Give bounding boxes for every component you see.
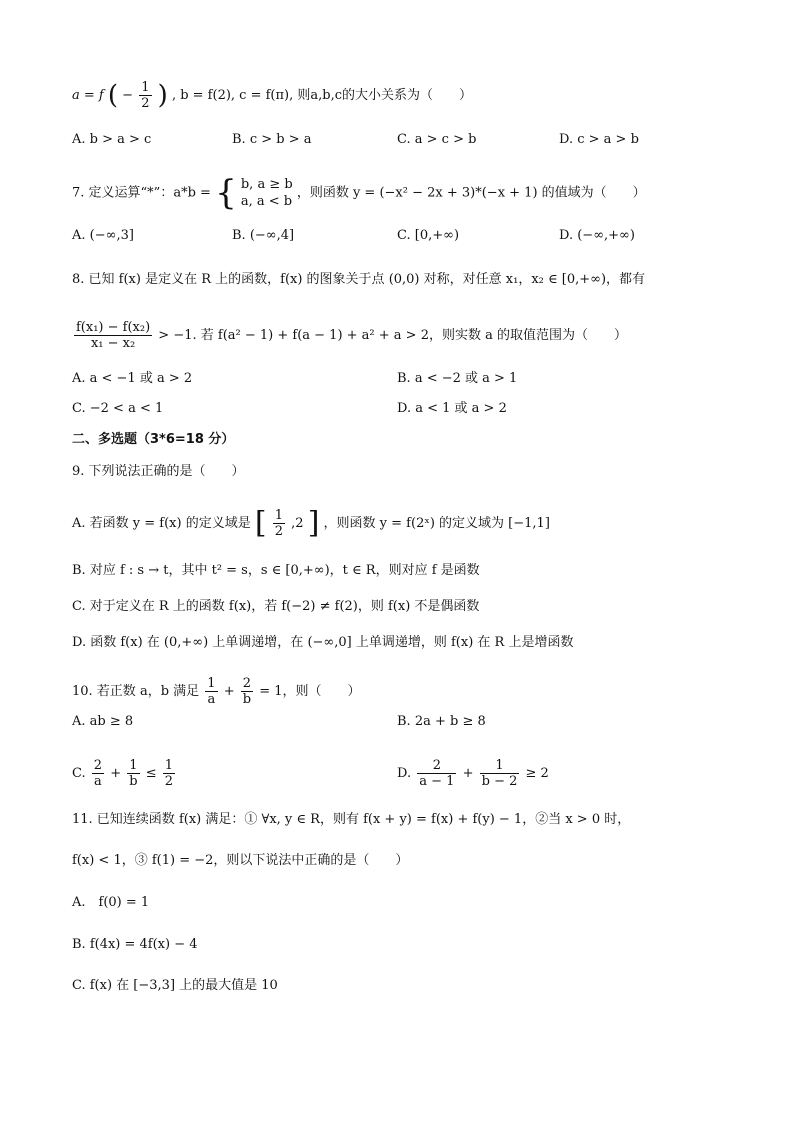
q10-d-label: D. <box>397 766 412 781</box>
q10-frac-1-den: a <box>207 692 216 707</box>
q10-d-frac-2 <box>480 758 520 789</box>
q10-c-label: C. <box>72 766 86 781</box>
q9-a-fraction <box>273 508 285 539</box>
q6-frac-den: 2 <box>141 96 150 111</box>
q7-option-a[interactable]: A. (−∞,3] <box>72 228 134 243</box>
q10-c-frac-2 <box>127 758 139 789</box>
q6-option-b[interactable]: B. c > b > a <box>232 132 312 147</box>
q9-a-frac-num: 1 <box>274 508 283 523</box>
q6-a-expr: a = f <box>72 88 104 103</box>
q10-option-c[interactable] <box>72 758 177 789</box>
q6-rest: , b = f(2), c = f(π), 则a,b,c的大小关系为（ ） <box>171 88 472 103</box>
q10-d-frac-1-den: a − 1 <box>419 774 455 789</box>
q11-option-c[interactable]: C. f(x) 在 [−3,3] 上的最大值是 10 <box>72 978 278 993</box>
q10-c-frac-3-num: 1 <box>164 758 174 773</box>
bracket-left: [ <box>254 505 267 541</box>
q6-fraction <box>139 80 151 111</box>
q11-option-a[interactable]: A. f(0) = 1 <box>72 895 150 910</box>
q7-option-d[interactable]: D. (−∞,+∞) <box>559 228 635 243</box>
q7-case-1: b, a ≥ b <box>240 177 293 192</box>
q10-stem-pre: 10. 若正数 a，b 满足 <box>72 684 200 699</box>
q7-case-2: a, a < b <box>240 194 293 209</box>
q10-d-frac-1-num: 2 <box>417 758 456 774</box>
q9-a-post: ，则函数 y = f(2ˣ) 的定义域为 [−1,1] <box>323 516 550 531</box>
q10-d-frac-2-num: 1 <box>480 758 520 774</box>
q8-stem-rest: > −1. 若 f(a² − 1) + f(a − 1) + a² + a > 2，则实数 a 的取值范围为（ ） <box>158 328 627 343</box>
q7-stem-pre: 7. 定义运算“*”：a*b = <box>72 185 211 201</box>
q11-stem-line2: f(x) < 1，③ f(1) = −2，则以下说法中正确的是（ ） <box>72 853 409 868</box>
q7-stem-post: ，则函数 y = (−x² − 2x + 3)*(−x + 1) 的值域为（ ） <box>296 185 646 201</box>
q10-c-frac-3-den: 2 <box>164 774 174 789</box>
section-heading: 二、多选题（3*6=18 分） <box>72 432 235 447</box>
paren-right: ) <box>157 80 168 111</box>
q10-option-a[interactable]: A. ab ≥ 8 <box>72 714 134 729</box>
q10-frac-1 <box>205 676 217 707</box>
plus-sign: + <box>110 766 122 781</box>
q11-stem-line1: 11. 已知连续函数 f(x) 满足：① ∀x, y ∈ R，则有 f(x + y) = f(x) + f(y) − 1，②当 x > 0 时， <box>72 812 631 827</box>
q8-stem-line1: 8. 已知 f(x) 是定义在 R 上的函数，f(x) 的图象关于点 (0,0) 对称，对任意 x₁，x₂ ∈ [0,+∞)，都有 <box>72 272 646 287</box>
q10-stem <box>72 676 361 707</box>
q9-option-c[interactable]: C. 对于定义在 R 上的函数 f(x)，若 f(−2) ≠ f(2)，则 f(x) 不是偶函数 <box>72 599 480 614</box>
q10-d-frac-1 <box>417 758 456 789</box>
q9-a-frac-den: 2 <box>274 524 283 539</box>
q6-frac-num: 1 <box>141 80 150 95</box>
q7-option-c[interactable]: C. [0,+∞) <box>397 228 460 243</box>
q8-fraction <box>74 320 152 351</box>
q6-option-c[interactable]: C. a > c > b <box>397 132 477 147</box>
q10-frac-1-num: 1 <box>207 676 216 691</box>
q10-c-frac-3 <box>163 758 175 789</box>
q10-frac-2-den: b <box>242 692 252 707</box>
q10-c-frac-1-num: 2 <box>93 758 103 773</box>
q9-option-b[interactable]: B. 对应 f : s → t，其中 t² = s，s ∈ [0,+∞)，t ∈ R，则对应 f 是函数 <box>72 563 480 578</box>
q10-c-frac-1-den: a <box>94 774 102 789</box>
q11-option-b[interactable]: B. f(4x) = 4f(x) − 4 <box>72 937 198 952</box>
q8-stem-line2 <box>72 320 627 351</box>
q8-frac-den: x₁ − x₂ <box>90 336 136 351</box>
plus-sign: + <box>223 684 235 699</box>
q10-frac-2-num: 2 <box>241 676 253 692</box>
ge-sign: ≥ 2 <box>525 766 549 781</box>
plus-sign: + <box>462 766 474 781</box>
q10-stem-post: = 1，则（ ） <box>259 684 361 699</box>
q8-option-b[interactable]: B. a < −2 或 a > 1 <box>397 371 518 386</box>
q8-option-c[interactable]: C. −2 < a < 1 <box>72 401 164 416</box>
q6-neg-sign: − <box>122 88 134 103</box>
q8-option-d[interactable]: D. a < 1 或 a > 2 <box>397 401 507 416</box>
q9-option-d[interactable]: D. 函数 f(x) 在 (0,+∞) 上单调递增，在 (−∞,0] 上单调递增，则 f(x) 在 R 上是增函数 <box>72 635 574 650</box>
q9-a-mid: ,2 <box>291 516 304 531</box>
q10-d-frac-2-den: b − 2 <box>481 774 518 789</box>
q6-option-d[interactable]: D. c > a > b <box>559 132 639 147</box>
q9-stem: 9. 下列说法正确的是（ ） <box>72 464 245 479</box>
bracket-right: ] <box>307 505 320 541</box>
q8-frac-num: f(x₁) − f(x₂) <box>76 320 151 335</box>
q10-option-b[interactable]: B. 2a + b ≥ 8 <box>397 714 486 729</box>
paren-left: ( <box>107 80 119 111</box>
q9-option-a[interactable] <box>72 505 550 541</box>
le-sign: ≤ <box>145 766 157 781</box>
q8-option-a[interactable]: A. a < −1 或 a > 2 <box>72 371 193 386</box>
q10-c-frac-2-den: b <box>129 774 138 789</box>
q10-frac-2 <box>241 676 253 707</box>
q7-option-b[interactable]: B. (−∞,4] <box>232 228 295 243</box>
q9-a-pre: A. 若函数 y = f(x) 的定义域是 <box>72 516 251 531</box>
q7-cases <box>241 176 293 210</box>
q10-option-d[interactable] <box>397 758 549 789</box>
q7-stem <box>72 173 646 213</box>
q6-stem-tail <box>72 80 472 111</box>
q10-c-frac-2-num: 1 <box>127 758 139 774</box>
q7-brace: { <box>215 173 237 213</box>
q10-c-frac-1 <box>92 758 104 789</box>
q6-option-a[interactable]: A. b > a > c <box>72 132 152 147</box>
